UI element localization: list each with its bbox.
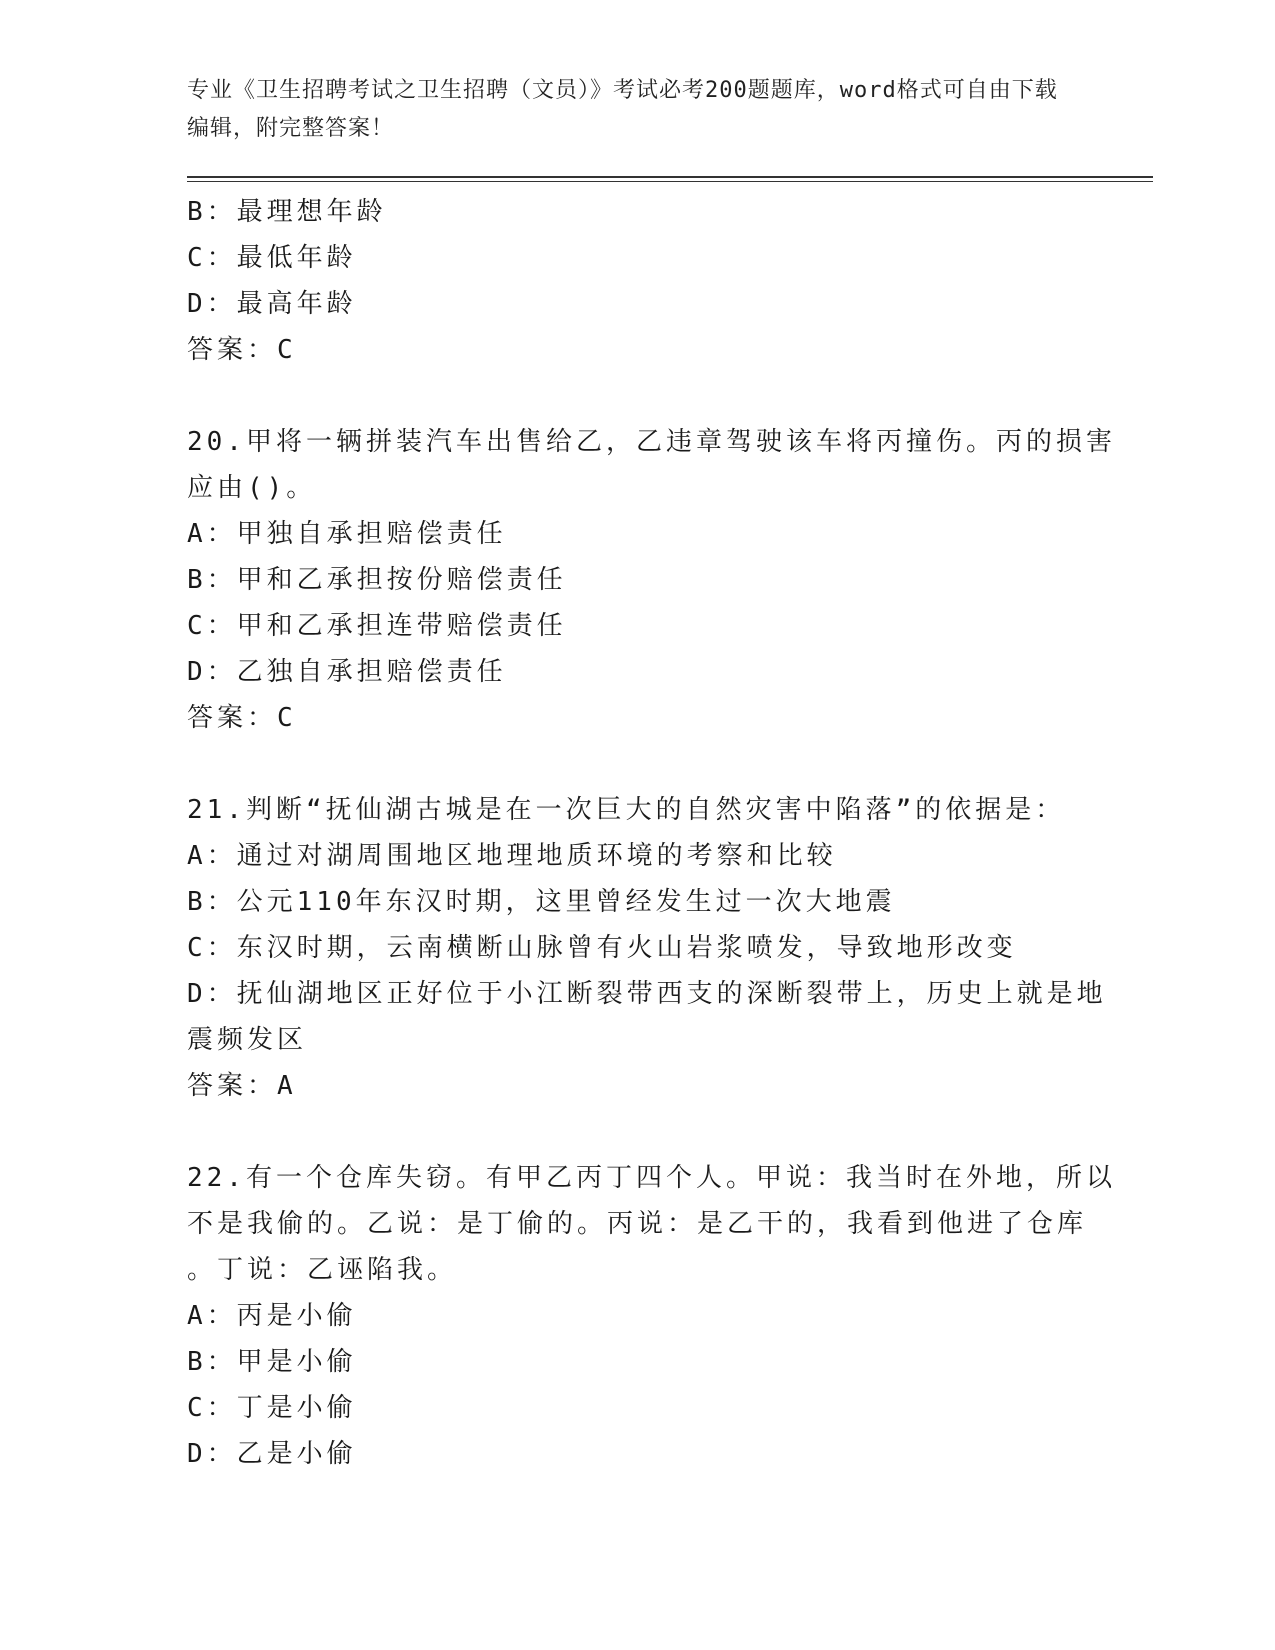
question-19-continued bbox=[187, 189, 1077, 373]
spacer bbox=[187, 373, 1077, 419]
option-c: C：东汉时期，云南横断山脉曾有火山岩浆喷发，导致地形改变 bbox=[187, 933, 1017, 963]
question-stem-continued: 。丁说：乙诬陷我。 bbox=[187, 1255, 458, 1285]
question-22 bbox=[187, 1155, 1116, 1477]
spacer bbox=[187, 741, 1077, 787]
question-stem: 20.甲将一辆拼装汽车出售给乙，乙违章驾驶该车将丙撞伤。丙的损害 bbox=[187, 427, 1116, 457]
option-d: D：乙是小偷 bbox=[187, 1439, 357, 1469]
question-20 bbox=[187, 419, 1116, 741]
header-note: 专业《卫生招聘考试之卫生招聘（文员）》考试必考200题题库，word格式可自由下载编辑，附完整答案！ bbox=[187, 78, 1058, 141]
spacer bbox=[187, 1109, 1077, 1155]
option-b: B：甲是小偷 bbox=[187, 1347, 357, 1377]
option-c: C：甲和乙承担连带赔偿责任 bbox=[187, 611, 567, 641]
option-a: A：甲独自承担赔偿责任 bbox=[187, 519, 507, 549]
option-b: B：公元110年东汉时期，这里曾经发生过一次大地震 bbox=[187, 887, 896, 917]
question-list bbox=[187, 189, 1116, 1477]
question-21 bbox=[187, 787, 1107, 1109]
option-c: C：丁是小偷 bbox=[187, 1393, 357, 1423]
option-d-continued: 震频发区 bbox=[187, 1025, 308, 1055]
question-stem-continued: 不是我偷的。乙说：是丁偷的。丙说：是乙干的，我看到他进了仓库 bbox=[187, 1209, 1088, 1239]
answer-label: 答案：C bbox=[187, 335, 297, 365]
question-stem: 22.有一个仓库失窃。有甲乙丙丁四个人。甲说：我当时在外地，所以 bbox=[187, 1163, 1116, 1193]
option-a: A：通过对湖周围地区地理地质环境的考察和比较 bbox=[187, 841, 837, 871]
option-d: D：抚仙湖地区正好位于小江断裂带西支的深断裂带上，历史上就是地 bbox=[187, 979, 1107, 1009]
option-b: B：最理想年龄 bbox=[187, 197, 387, 227]
question-stem: 21.判断“抚仙湖古城是在一次巨大的自然灾害中陷落”的依据是： bbox=[187, 795, 1066, 825]
option-d: D：最高年龄 bbox=[187, 289, 357, 319]
answer-label: 答案：C bbox=[187, 703, 297, 733]
option-d: D：乙独自承担赔偿责任 bbox=[187, 657, 507, 687]
question-stem-continued: 应由()。 bbox=[187, 473, 317, 503]
header-divider-thick bbox=[187, 176, 1153, 178]
answer-label: 答案：A bbox=[187, 1071, 297, 1101]
option-c: C：最低年龄 bbox=[187, 243, 357, 273]
header-divider-thin bbox=[187, 181, 1153, 182]
option-a: A：丙是小偷 bbox=[187, 1301, 357, 1331]
option-b: B：甲和乙承担按份赔偿责任 bbox=[187, 565, 567, 595]
